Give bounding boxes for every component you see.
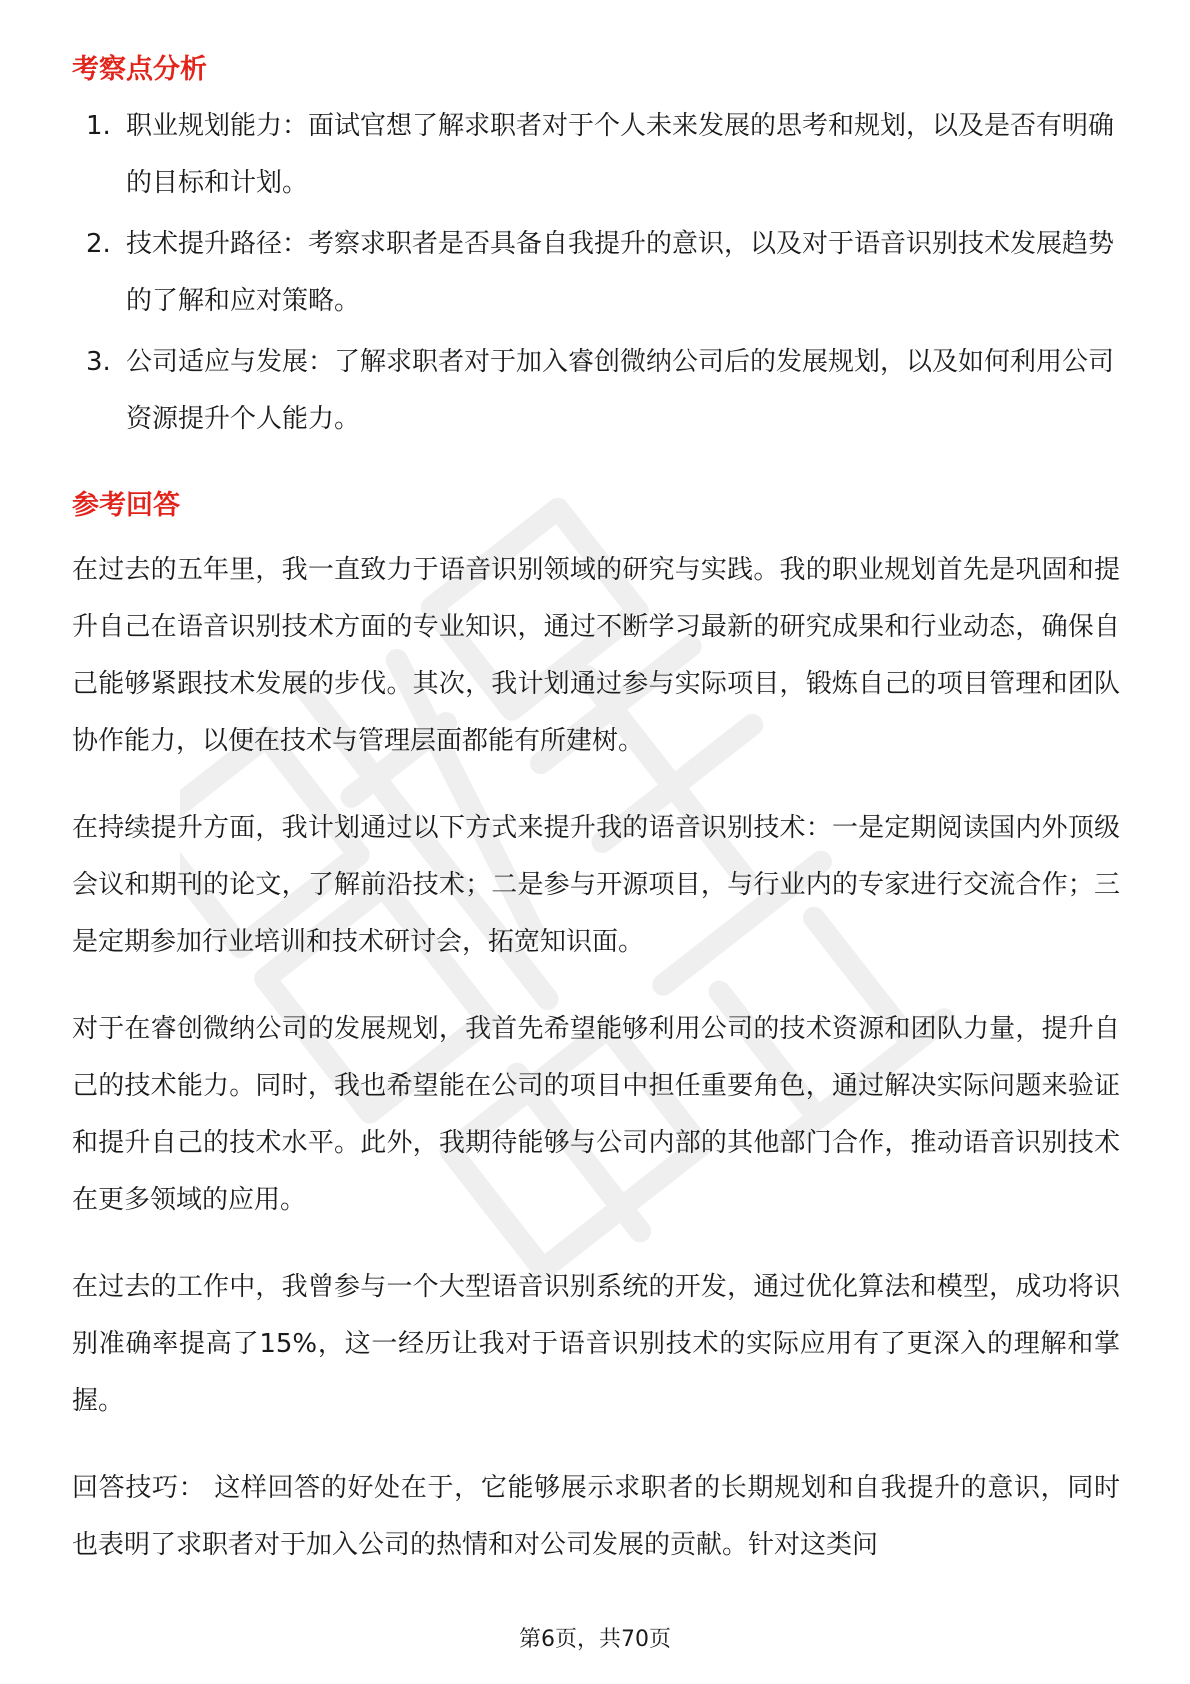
list-item bbox=[72, 334, 1120, 448]
list-item-number: 1. bbox=[86, 111, 111, 141]
list-item-number: 2. bbox=[86, 229, 111, 259]
answer-heading: 参考回答 bbox=[72, 490, 180, 521]
list-item-number: 3. bbox=[86, 347, 111, 377]
answer-tips-paragraph: 回答技巧： 这样回答的好处在于，它能够展示求职者的长期规划和自我提升的意识，同时也表明了求职者对于加入公司的热情和对公司发展的贡献。针对这类问 bbox=[72, 1473, 1120, 1560]
list-item-text: 技术提升路径：考察求职者是否具备自我提升的意识，以及对于语音识别技术发展趋势的了解和应对策略。 bbox=[126, 229, 1115, 316]
answer-paragraph: 在持续提升方面，我计划通过以下方式来提升我的语音识别技术：一是定期阅读国内外顶级会议和期刊的论文，了解前沿技术；二是参与开源项目，与行业内的专家进行交流合作；三是定期参加行业培训和技术研讨会，拓宽知识面。 bbox=[72, 813, 1120, 957]
analysis-list bbox=[72, 98, 1120, 448]
list-item bbox=[72, 216, 1120, 330]
content-area bbox=[72, 48, 1120, 1604]
list-item-text: 职业规划能力：面试官想了解求职者对于个人未来发展的思考和规划，以及是否有明确的目标和计划。 bbox=[126, 111, 1115, 198]
list-item-text: 公司适应与发展：了解求职者对于加入睿创微纳公司后的发展规划，以及如何利用公司资源提升个人能力。 bbox=[126, 347, 1115, 434]
answer-paragraph: 在过去的工作中，我曾参与一个大型语音识别系统的开发，通过优化算法和模型，成功将识别准确率提高了15%，这一经历让我对于语音识别技术的实际应用有了更深入的理解和掌握。 bbox=[72, 1272, 1120, 1416]
answer-paragraph: 在过去的五年里，我一直致力于语音识别领域的研究与实践。我的职业规划首先是巩固和提升自己在语音识别技术方面的专业知识，通过不断学习最新的研究成果和行业动态，确保自己能够紧跟技术发展的步伐。其次，我计划通过参与实际项目，锻炼自己的项目管理和团队协作能力，以便在技术与管理层面都能有所建树。 bbox=[72, 555, 1120, 756]
page-number: 第6页，共70页 bbox=[519, 1627, 671, 1652]
answer-paragraph: 对于在睿创微纳公司的发展规划，我首先希望能够利用公司的技术资源和团队力量，提升自己的技术能力。同时，我也希望能在公司的项目中担任重要角色，通过解决实际问题来验证和提升自己的技术水平。此外，我期待能够与公司内部的其他部门合作，推动语音识别技术在更多领域的应用。 bbox=[72, 1014, 1120, 1215]
list-item bbox=[72, 98, 1120, 212]
analysis-heading: 考察点分析 bbox=[72, 54, 207, 85]
